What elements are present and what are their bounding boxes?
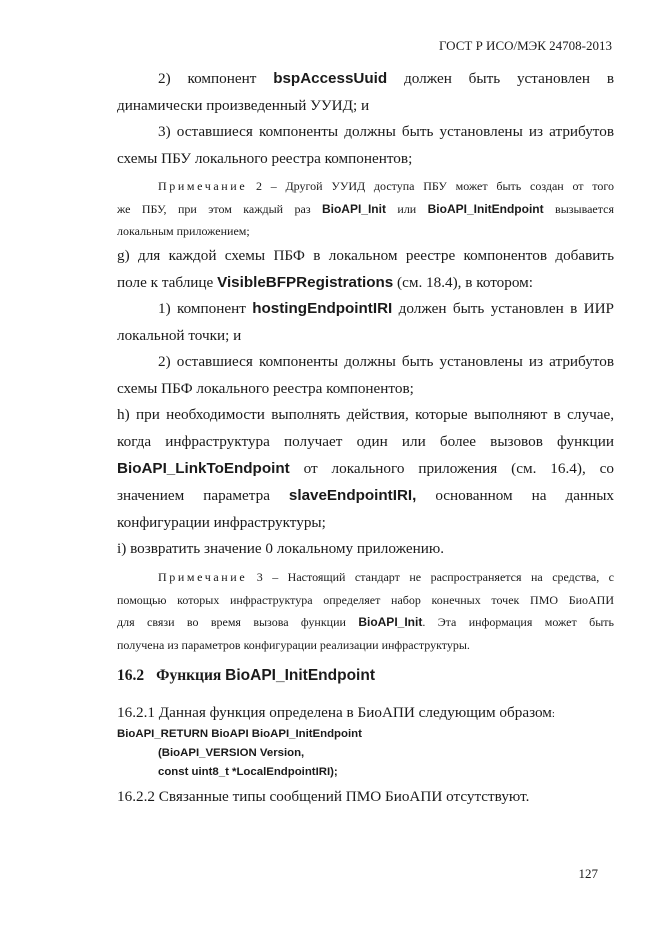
text-line: значением параметра slaveEndpointIRI, основанном на данных — [117, 487, 614, 504]
identifier: BioAPI_Init — [358, 615, 423, 629]
note-label: Примечание — [158, 570, 248, 584]
identifier: BioAPI_LinkToEndpoint — [117, 460, 290, 477]
identifier: VisibleBFPRegistrations — [217, 274, 394, 291]
text-line: 1) компонент hostingEndpointIRI должен быть установлен в ИИР — [158, 300, 614, 317]
section-heading: 16.2 Функция BioAPI_InitEndpoint — [117, 667, 375, 684]
identifier: bspAccessUuid — [273, 70, 388, 87]
text-line: когда инфраструктура получает один или более вызовов функции — [117, 433, 614, 450]
paragraph-16-2-2: 16.2.2 Связанные типы сообщений ПМО БиоАПИ отсутствуют. — [117, 788, 530, 805]
identifier: BioAPI_Init — [321, 202, 386, 216]
section-number: 16.2 — [117, 667, 145, 684]
note-line: получена из параметров конфигурации реализации инфраструктуры. — [117, 638, 470, 652]
note-line: локальным приложением; — [117, 224, 250, 238]
note-line: помощью которых инфраструктура определяет набор конечных точек ПМО БиоАПИ — [117, 593, 614, 607]
text-line: конфигурации инфраструктуры; — [117, 514, 326, 531]
text-line: 2) компонент bspAccessUuid должен быть установлен в — [158, 70, 614, 87]
note-label: Примечание — [158, 179, 248, 193]
text-line: поле к таблице VisibleBFPRegistrations (см. 18.4), в котором: — [117, 274, 533, 291]
text-line: динамически произведенный УУИД; и — [117, 97, 370, 114]
text-line: схемы ПБФ локального реестра компонентов; — [117, 380, 414, 397]
paragraph-16-2-1: 16.2.1 Данная функция определена в БиоАПИ следующим образом: — [117, 704, 555, 721]
note-line: же ПБУ, при этом каждый раз BioAPI_Init или BioAPI_InitEndpoint вызывается — [117, 202, 614, 216]
code-line: BioAPI_RETURN BioAPI BioAPI_InitEndpoint — [117, 728, 362, 740]
text-line: i) возвратить значение 0 локальному приложению. — [117, 540, 445, 557]
note-line: Примечание 3 – Настоящий стандарт не распространяется на средства, с — [158, 570, 614, 584]
page-number: 127 — [578, 866, 598, 881]
code-line: const uint8_t *LocalEndpointIRI); — [158, 766, 338, 778]
text-line: 3) оставшиеся компоненты должны быть установлены из атрибутов — [158, 123, 614, 140]
note-line: для связи во время вызова функции BioAPI_Init. Эта информация может быть — [117, 615, 614, 629]
identifier: hostingEndpointIRI — [252, 300, 393, 317]
note-line: Примечание 2 – Другой УУИД доступа ПБУ может быть создан от того — [158, 179, 614, 193]
text-line: схемы ПБУ локального реестра компонентов; — [117, 150, 413, 167]
text-line: g) для каждой схемы ПБФ в локальном реестре компонентов добавить — [117, 247, 614, 264]
text-line: BioAPI_LinkToEndpoint от локального приложения (см. 16.4), со — [117, 460, 614, 477]
document-header: ГОСТ Р ИСО/МЭК 24708-2013 — [438, 38, 612, 53]
identifier: BioAPI_InitEndpoint — [427, 202, 544, 216]
text-line: 2) оставшиеся компоненты должны быть установлены из атрибутов — [158, 353, 614, 370]
text-line: h) при необходимости выполнять действия, которые выполняют в случае, — [117, 406, 614, 423]
identifier: slaveEndpointIRI, — [288, 487, 417, 504]
section-function-name: BioAPI_InitEndpoint — [225, 667, 375, 684]
code-line: (BioAPI_VERSION Version, — [158, 747, 305, 759]
text-line: локальной точки; и — [117, 327, 242, 344]
